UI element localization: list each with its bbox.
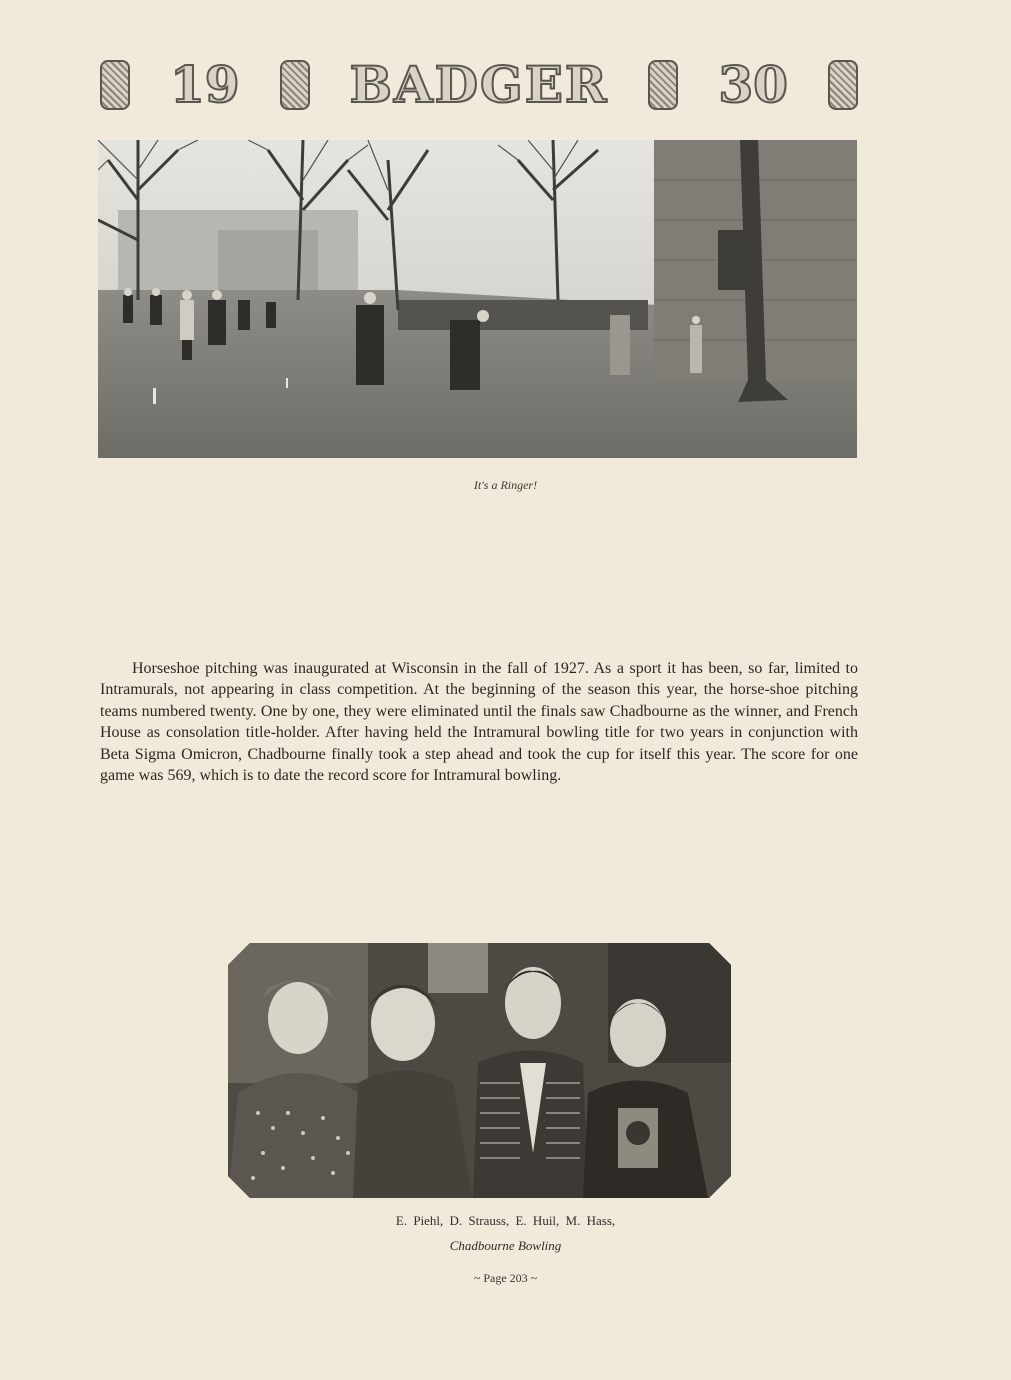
ornament-icon <box>280 60 310 110</box>
top-photo-caption: It's a Ringer! <box>473 478 538 492</box>
banner-year-left: 19 <box>170 55 240 114</box>
horseshoe-photo <box>98 140 857 458</box>
bottom-photo-caption: Chadbourne Bowling <box>449 1238 562 1253</box>
ornament-icon <box>100 60 130 110</box>
article-paragraph: Horseshoe pitching was inaugurated at Wisconsin in the fall of 1927. As a sport it has been, so far, limited to Intramurals, not appearing in class competition. At the beginning of the season this year, the horse-shoe pitching teams numbered twenty. One by one, they were eliminated until the finals saw Chadbourne as the winner, and French House as consolation title-holder. After having held the Intramural bowling title for two years in conjunction with Beta Sigma Omicron, Chadbourne finally took a step ahead and took the cup for itself this year. The score for one game was 569, which is to date the record score for Intramural bowling. <box>100 660 858 785</box>
banner-year-right: 30 <box>718 55 788 114</box>
ornament-icon <box>828 60 858 110</box>
badger-banner <box>100 56 858 114</box>
banner-title: BADGER <box>349 55 609 114</box>
team-member-names: E. Piehl, D. Strauss, E. Huil, M. Hass, <box>395 1213 616 1228</box>
bowling-team-photo <box>228 943 731 1198</box>
page-number: ~ Page 203 ~ <box>473 1271 538 1285</box>
ornament-icon <box>648 60 678 110</box>
